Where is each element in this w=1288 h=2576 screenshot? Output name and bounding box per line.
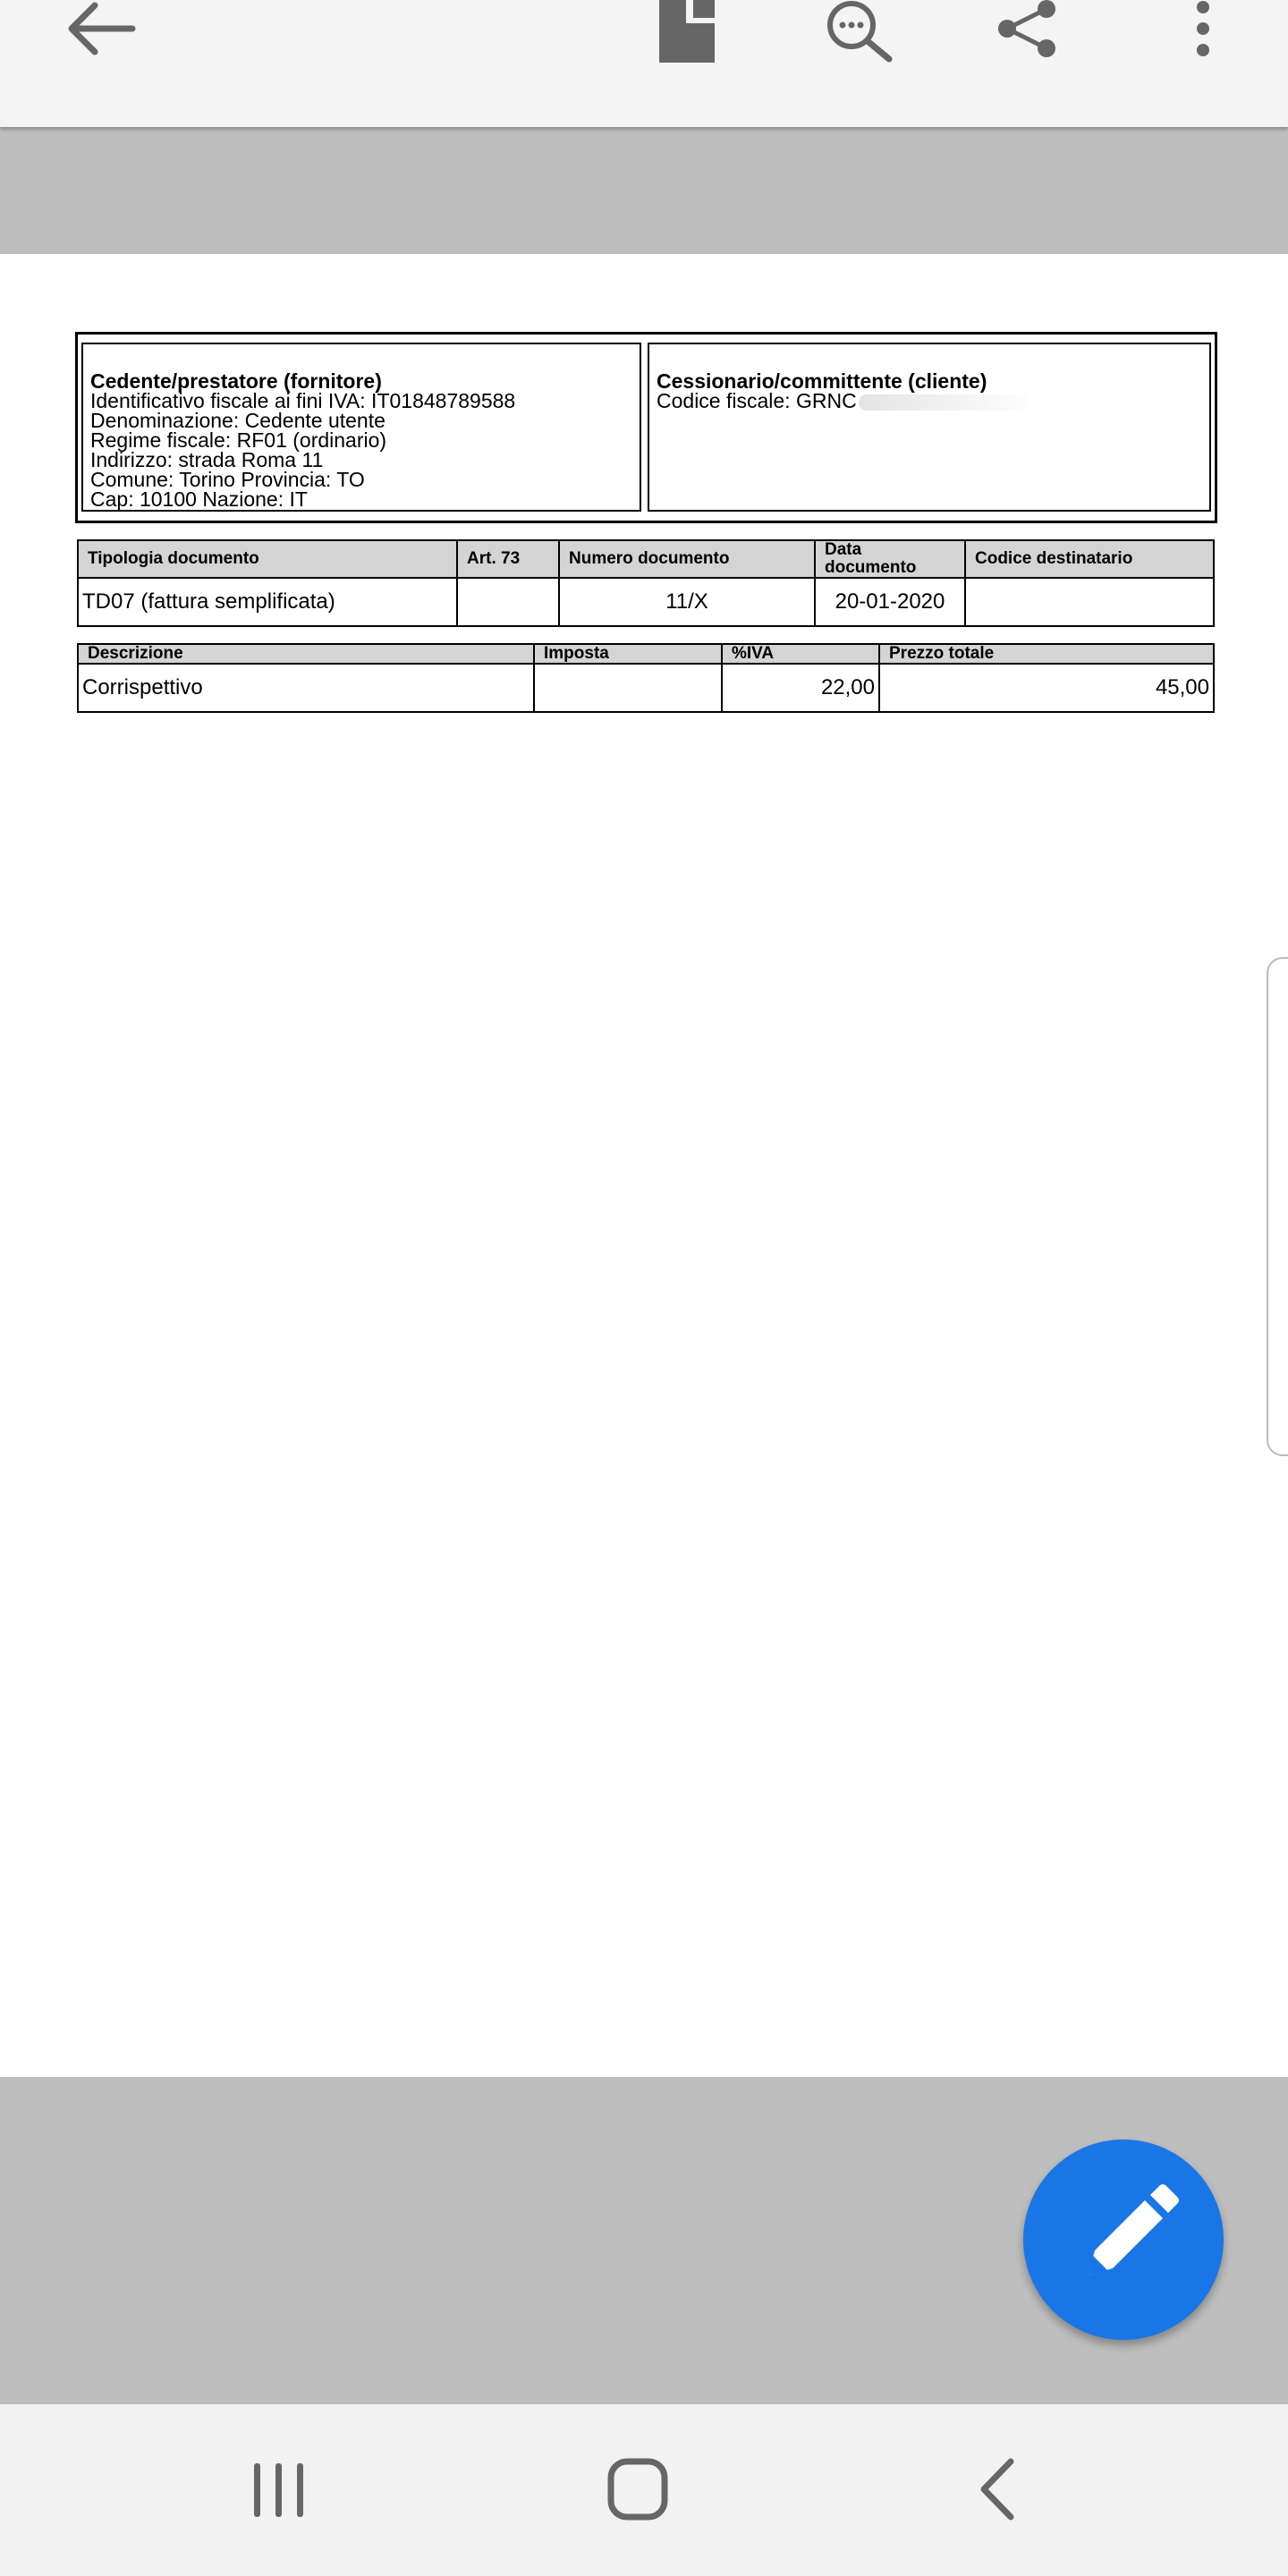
scroll-handle[interactable] — [1267, 957, 1288, 1456]
document-page — [0, 254, 1288, 2077]
table-cell — [457, 578, 559, 626]
table-cell: Corrispettivo — [78, 664, 534, 712]
cessionario-title: Cessionario/committente (cliente) — [657, 369, 987, 393]
system-nav-bar — [0, 2404, 1288, 2576]
table-header: Codice destinatario — [965, 540, 1214, 578]
table-cell — [534, 664, 722, 712]
share-icon[interactable] — [995, 0, 1059, 59]
document-page-icon[interactable] — [657, 0, 716, 64]
cedente-line: Identificativo fiscale ai fini IVA: IT01848789588 — [90, 389, 516, 412]
search-icon[interactable] — [821, 0, 894, 63]
cedente-line: Denominazione: Cedente utente — [90, 409, 386, 432]
table-cell: TD07 (fattura semplificata) — [78, 578, 457, 626]
home-icon[interactable] — [584, 2440, 691, 2538]
table-cell: 45,00 — [879, 664, 1214, 712]
more-vert-icon[interactable] — [1190, 0, 1216, 59]
table-header: Descrizione — [78, 644, 534, 664]
nav-back-icon[interactable] — [945, 2440, 1052, 2538]
table-cell — [965, 578, 1214, 626]
items-table — [77, 643, 1215, 713]
cedente-title: Cedente/prestatore (fornitore) — [90, 369, 382, 393]
cedente-line: Indirizzo: strada Roma 11 — [90, 448, 324, 471]
redacted-area — [859, 394, 1029, 411]
cedente-line: Cap: 10100 Nazione: IT — [90, 487, 308, 511]
document-info-table — [77, 539, 1215, 627]
table-row — [78, 578, 1214, 626]
table-header: Prezzo totale — [879, 644, 1214, 664]
cedente-section — [81, 343, 641, 512]
table-header: Numero documento — [559, 540, 815, 578]
table-header: Tipologia documento — [78, 540, 457, 578]
cedente-line: Regime fiscale: RF01 (ordinario) — [90, 428, 387, 452]
cessionario-codice-fiscale — [657, 391, 1202, 411]
table-header: Imposta — [534, 644, 722, 664]
arrow-left-icon[interactable] — [63, 0, 136, 59]
table-header-row — [78, 540, 1214, 578]
pencil-edit-icon — [1023, 2140, 1224, 2340]
table-cell: 22,00 — [722, 664, 879, 712]
table-cell: 20-01-2020 — [815, 578, 965, 626]
table-header-row — [78, 644, 1214, 664]
party-box — [75, 332, 1217, 523]
cedente-line: Comune: Torino Provincia: TO — [90, 468, 365, 491]
table-header: %IVA — [722, 644, 879, 664]
table-row — [78, 664, 1214, 712]
top-app-bar — [0, 0, 1288, 127]
table-cell: 11/X — [559, 578, 815, 626]
codice-fiscale-text: Codice fiscale: GRNC — [657, 389, 857, 412]
table-header: Data documento — [815, 540, 965, 578]
cessionario-section — [648, 343, 1211, 512]
edit-button[interactable] — [1023, 2140, 1224, 2340]
recent-apps-icon[interactable] — [225, 2440, 333, 2538]
table-header: Art. 73 — [457, 540, 559, 578]
